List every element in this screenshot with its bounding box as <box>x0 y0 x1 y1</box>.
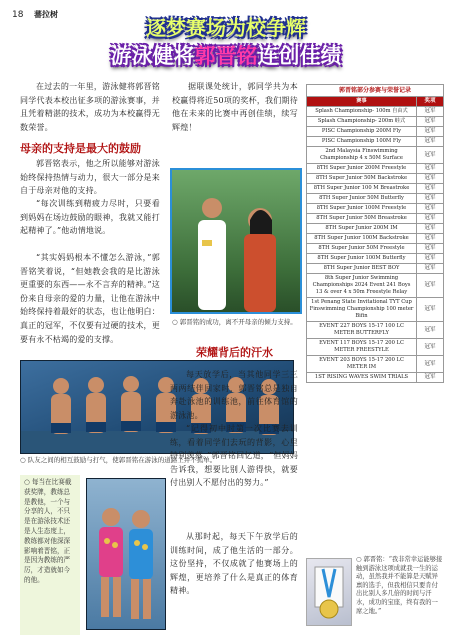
record-event: PISC Championship 200M Fly <box>307 127 417 137</box>
records-col-award: 奖项 <box>417 97 444 107</box>
section2-p3: 从那时起，每天下午放学后的训练时间，成了他生活的一部分。这份坚持，不仅成就了他赛场上的辉煌，更培养了什么是真正的体育精神。 <box>170 532 298 596</box>
records-row <box>307 356 444 373</box>
record-event: 8TH Super Junior 100 M Breastroke <box>307 184 417 194</box>
section1-p2: “每次训练到精疲力尽时，只要看到妈妈在场边鼓励的眼神，我就又能打起精神了。”他动情地说。 <box>20 199 160 236</box>
col2-intro: 据联课处统计，郭同学共为本校赢得将近50项的奖杯，我们期待他在未来的比赛中再创佳绩，续写辉煌！ <box>172 82 298 132</box>
medals-photo <box>86 478 166 630</box>
records-title: 郭晋铭部分参赛与荣誉记录 <box>307 85 444 97</box>
quote-box: ○ 郭晋铭：“我非常幸运能够接触到游泳这项成就我一生的运动，虽然我并不能算是天赋异禀的选手，但我相信只要肯付出比别人多几倍的时间与汗水，成功的宝座，终有我的一席之地。” <box>356 556 443 615</box>
medal-photo <box>306 558 352 626</box>
intro-paragraph: 在过去的一年里，游泳健将郭晋铭同学代表本校出征多项的游泳赛事，并且凭着精湛的技术，成功为本校赢得无数荣誉。 <box>20 82 160 132</box>
record-award: 冠军 <box>417 184 444 194</box>
record-award: 冠军 <box>417 204 444 214</box>
headline-top: 逐梦赛场为校争辉 <box>146 16 306 40</box>
records-row <box>307 254 444 264</box>
section2-p1: 每天放学后，当其他同学三三两两结伴回家时，郭晋铭总是独自奔赴泳池的训练池，前往体育馆的游泳池。 <box>170 370 298 420</box>
record-event: 8TH Super Junior 100M Backstroke <box>307 234 417 244</box>
records-row <box>307 244 444 254</box>
records-row <box>307 339 444 356</box>
quote-text: 郭晋铭：“我非常幸运能够接触到游泳这项成就我一生的运动，虽然我并不能算是天赋异禀的选手，但我相信只要肯付出比别人多几倍的时间与汗水，成功的宝座，终有我的一席之地。” <box>356 556 443 615</box>
coach-note: ○ 每当在比赛截获奖牌，教练总是教他，一个与分享的人，不只是在游泳技术还是人生态度上，教练都对他深深影响着晋铭，正是因为教练的严厉，才造就如今的他。 <box>24 478 72 584</box>
records-row <box>307 164 444 174</box>
record-event: EVENT 203 BOYS 15-17 200 LC METER IM <box>307 356 417 373</box>
mother-caption-text: 郭晋铭的成功，离不开母亲的倾力支持。 <box>179 318 297 326</box>
section-heading-mother: 母亲的支持是最大的鼓励 <box>20 142 141 155</box>
headline-name: 郭晋铭 <box>194 44 258 68</box>
records-body <box>307 107 444 383</box>
coach-note-text: 每当在比赛截获奖牌，教练总是教他，一个与分享的人，不只是在游泳技术还是人生态度上，教练都对他深深影响着晋铭，正是因为教练的严厉，才造就如今的他。 <box>24 478 72 584</box>
team-caption: ○ 队友之间的相互鼓励与打气，使郭晋铭在游泳的道路上并不孤单。 <box>20 456 217 464</box>
record-event: 8TH Super Junior 50M Butterfly <box>307 194 417 204</box>
record-event: 8TH Super Junior 100M Freestyle <box>307 204 417 214</box>
records-row <box>307 117 444 127</box>
page-number: 18 <box>12 10 24 20</box>
record-award: 冠军 <box>417 214 444 224</box>
records-row <box>307 274 444 298</box>
record-event: 8TH Super Junior 50M Breastroke <box>307 214 417 224</box>
record-award: 冠军 <box>417 164 444 174</box>
record-event: Splash Championship- 100m 自由式 <box>307 107 417 117</box>
records-row <box>307 298 444 322</box>
headline-pre: 游泳健将 <box>110 44 195 68</box>
record-event: EVENT 117 BOYS 15-17 200 LC METER FREESTYLE <box>307 339 417 356</box>
coach-note-box <box>20 475 80 635</box>
record-award: 冠军 <box>417 298 444 322</box>
record-event: 8TH Super Junior 200M Freestyle <box>307 164 417 174</box>
record-event: 8TH Super Junior 50M Freestyle <box>307 244 417 254</box>
record-event: PISC Championship 100M Fly <box>307 137 417 147</box>
headline-post: 连创佳绩 <box>257 44 342 68</box>
record-award: 冠军 <box>417 174 444 184</box>
record-event: EVENT 227 BOYS 15-17 100 LC METER BUTTERFLY <box>307 322 417 339</box>
mother-caption: ○ 郭晋铭的成功，离不开母亲的倾力支持。 <box>172 318 297 326</box>
section1-p1: 郭晋铭表示，他之所以能够对游泳始终保持热情与动力，很大一部分是来自于母亲对他的支持。 <box>20 159 160 196</box>
record-award: 冠军 <box>417 147 444 164</box>
records-row <box>307 137 444 147</box>
records-table <box>306 84 444 383</box>
headline-main <box>0 40 452 70</box>
record-event: Splash Championship- 200m 蛙式 <box>307 117 417 127</box>
records-col-event: 赛事 <box>307 97 417 107</box>
mother-photo <box>170 168 302 314</box>
record-event: 8TH Super Junior 50M Backstroke <box>307 174 417 184</box>
magazine-name: 蕃拉树 <box>34 10 58 19</box>
record-award: 冠军 <box>417 194 444 204</box>
record-award: 冠军 <box>417 137 444 147</box>
mother-photo-figures <box>172 170 300 312</box>
record-award: 冠军 <box>417 234 444 244</box>
record-award: 冠军 <box>417 254 444 264</box>
records-row <box>307 127 444 137</box>
team-caption-text: 队友之间的相互鼓励与打气，使郭晋铭在游泳的道路上并不孤单。 <box>27 456 217 464</box>
section-heading-sweat: 荣耀背后的汗水 <box>196 346 273 359</box>
record-event: 8TH Super Junior 100M Butterfly <box>307 254 417 264</box>
record-event: 1st Penang State Invitational TYT Cup Finswimming Championship 100 meter Bifin <box>307 298 417 322</box>
records-row <box>307 322 444 339</box>
record-award: 冠军 <box>417 244 444 254</box>
record-event: 8th Super Junior Swimming Championships 2024 Event 241 Boys 13 & over 4 x 50m Freestyle Relay <box>307 274 417 298</box>
records-row <box>307 184 444 194</box>
record-event: 1ST RISING WAVES SWIM TRIALS <box>307 373 417 383</box>
record-event: 2nd Malaysia Finswimming Championship 4 x 50M Surface <box>307 147 417 164</box>
medals-photo-figures <box>87 479 165 629</box>
section1-p3: “其实妈妈根本不懂怎么游泳，”郭晋铭笑着说，“但她教会我的是比游泳更重要的东西——永不言弃的精神。”这份来自母亲的爱的力量，让他在游泳中始终保持着最好的状态，也让他明白：真正的冠军，不仅要有过硬的技术，更要有永不枯竭的爱的支撑。 <box>20 253 160 344</box>
record-award: 冠军 <box>417 127 444 137</box>
record-award: 冠军 <box>417 274 444 298</box>
record-event: 8TH Super Junior BEST BOY <box>307 264 417 274</box>
record-award: 冠军 <box>417 264 444 274</box>
records-row <box>307 107 444 117</box>
records-row <box>307 204 444 214</box>
record-award: 冠军 <box>417 373 444 383</box>
record-award: 冠军 <box>417 224 444 234</box>
medal-icon <box>307 559 351 625</box>
record-award: 冠军 <box>417 117 444 127</box>
records-row <box>307 174 444 184</box>
records-row <box>307 373 444 383</box>
section2-p2: “记得初中时第一次比赛去训练，看着同学们去玩的背影，心里特别羡慕。”郭晋铭回忆道，“但妈妈告诉我，想要比别人游得快，就要付出别人不愿付出的努力。” <box>170 424 298 488</box>
records-row <box>307 234 444 244</box>
record-award: 冠军 <box>417 107 444 117</box>
record-event: 8TH Super Junior 200M IM <box>307 224 417 234</box>
records-row <box>307 147 444 164</box>
record-award: 冠军 <box>417 322 444 339</box>
records-row <box>307 214 444 224</box>
records-row <box>307 194 444 204</box>
record-award: 冠军 <box>417 356 444 373</box>
records-row <box>307 264 444 274</box>
record-award: 冠军 <box>417 339 444 356</box>
records-row <box>307 224 444 234</box>
